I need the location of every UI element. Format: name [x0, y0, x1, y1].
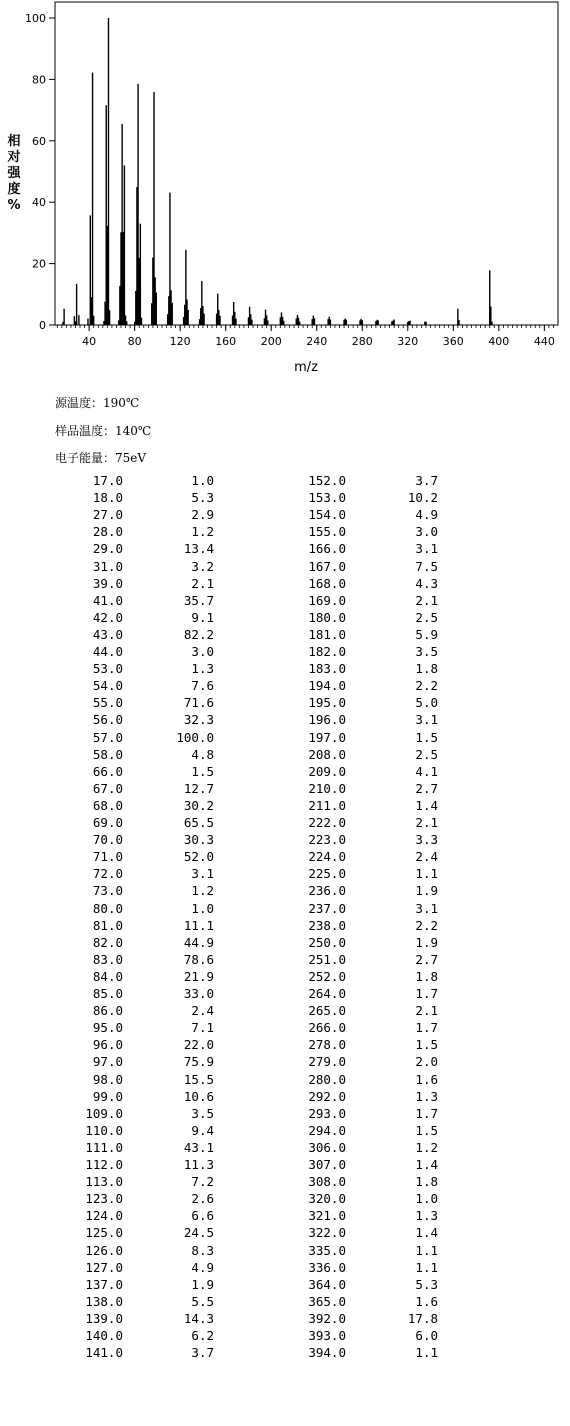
table-row	[0, 951, 570, 968]
intensity-value: 3.1	[415, 541, 438, 557]
intensity-value: 3.2	[191, 558, 214, 574]
intensity-value: 4.9	[191, 1259, 214, 1275]
intensity-value: 1.1	[415, 866, 438, 882]
intensity-value: 1.8	[415, 661, 438, 677]
table-row	[0, 746, 570, 763]
intensity-value: 82.2	[183, 626, 214, 642]
intensity-value: 3.1	[191, 866, 214, 882]
table-row	[0, 711, 570, 728]
mz-value: 71.0	[92, 849, 123, 865]
table-row	[0, 489, 570, 506]
intensity-value: 1.1	[415, 1345, 438, 1361]
mz-value: 152.0	[308, 473, 346, 488]
table-row	[0, 763, 570, 780]
intensity-value: 4.3	[415, 575, 438, 591]
intensity-value: 3.3	[415, 832, 438, 848]
mz-value: 155.0	[308, 524, 346, 540]
table-row	[0, 1002, 570, 1019]
mz-value: 27.0	[92, 507, 123, 523]
intensity-value: 1.2	[191, 883, 214, 899]
intensity-value: 13.4	[183, 541, 214, 557]
mz-value: 58.0	[92, 746, 123, 762]
intensity-value: 75.9	[183, 1054, 214, 1070]
mz-value: 141.0	[85, 1345, 123, 1361]
mz-value: 73.0	[92, 883, 123, 899]
table-row	[0, 506, 570, 523]
x-tick-label: 40	[82, 335, 97, 348]
table-row	[0, 1139, 570, 1156]
x-tick-label: 240	[306, 335, 328, 348]
mz-value: 83.0	[92, 951, 123, 967]
mz-value: 335.0	[308, 1242, 346, 1258]
mz-value: 57.0	[92, 729, 123, 745]
mz-value: 224.0	[308, 849, 346, 865]
intensity-value: 4.8	[191, 746, 214, 762]
intensity-value: 2.2	[415, 678, 438, 694]
sample-temp-value: 140℃	[115, 424, 152, 438]
table-row	[0, 1293, 570, 1310]
x-tick-label: 200	[260, 335, 282, 348]
intensity-value: 71.6	[183, 695, 214, 711]
mz-value: 112.0	[85, 1157, 123, 1172]
mz-value: 280.0	[308, 1071, 346, 1087]
mz-value: 293.0	[308, 1105, 346, 1121]
y-axis-ticks	[25, 12, 55, 332]
intensity-value: 2.4	[191, 1003, 214, 1019]
mz-value: 137.0	[85, 1276, 123, 1292]
intensity-value: 4.1	[415, 763, 438, 779]
intensity-value: 10.6	[183, 1088, 214, 1104]
intensity-value: 11.1	[183, 917, 214, 933]
table-row	[0, 934, 570, 951]
intensity-value: 1.3	[415, 1208, 438, 1224]
mz-value: 237.0	[308, 900, 346, 916]
mz-value: 54.0	[92, 678, 123, 694]
table-row	[0, 626, 570, 643]
intensity-value: 24.5	[183, 1225, 214, 1241]
intensity-value: 3.5	[191, 1105, 214, 1121]
table-row	[0, 558, 570, 575]
mz-value: 29.0	[92, 541, 123, 557]
table-row	[0, 1242, 570, 1259]
mz-value: 43.0	[92, 626, 123, 642]
intensity-value: 1.2	[415, 1139, 438, 1155]
intensity-value: 3.0	[191, 644, 214, 659]
intensity-value: 30.3	[183, 832, 214, 848]
mz-value: 81.0	[92, 917, 123, 933]
x-axis-ticks	[82, 325, 555, 348]
mz-value: 196.0	[308, 712, 346, 728]
mz-value: 124.0	[85, 1208, 123, 1224]
table-row	[0, 900, 570, 917]
y-axis-label-char: 相	[7, 134, 21, 149]
intensity-value: 9.1	[191, 609, 214, 625]
y-tick-label: 0	[39, 319, 46, 332]
table-row	[0, 968, 570, 985]
source-temperature	[55, 394, 139, 411]
mz-value: 278.0	[308, 1037, 346, 1053]
intensity-value: 9.4	[191, 1122, 214, 1138]
intensity-value: 1.6	[415, 1071, 438, 1087]
intensity-value: 15.5	[183, 1071, 214, 1087]
intensity-value: 44.9	[183, 934, 214, 950]
mz-value: 322.0	[308, 1225, 346, 1241]
mz-value: 264.0	[308, 986, 346, 1001]
intensity-value: 11.3	[183, 1157, 214, 1172]
y-axis-label-char: 度	[7, 182, 21, 197]
mz-value: 99.0	[92, 1088, 123, 1104]
intensity-value: 78.6	[183, 951, 214, 967]
intensity-value: 3.7	[191, 1345, 214, 1361]
table-row	[0, 1105, 570, 1122]
mz-value: 279.0	[308, 1054, 346, 1070]
intensity-value: 17.8	[407, 1310, 438, 1326]
table-row	[0, 677, 570, 694]
mz-value: 209.0	[308, 763, 346, 779]
intensity-value: 1.3	[415, 1088, 438, 1104]
intensity-value: 3.0	[415, 524, 438, 540]
x-tick-label: 440	[533, 335, 555, 348]
intensity-value: 1.8	[415, 1174, 438, 1190]
intensity-value: 1.9	[191, 1276, 214, 1292]
table-row	[0, 1190, 570, 1207]
intensity-value: 1.1	[415, 1242, 438, 1258]
intensity-value: 1.9	[415, 934, 438, 950]
mz-value: 140.0	[85, 1328, 123, 1343]
mz-value: 67.0	[92, 780, 123, 796]
mz-value: 392.0	[308, 1310, 346, 1326]
table-row	[0, 472, 570, 489]
intensity-value: 2.1	[415, 592, 438, 608]
y-tick-label: 60	[32, 134, 46, 148]
intensity-value: 1.0	[191, 900, 214, 916]
mz-value: 210.0	[308, 780, 346, 796]
electron-energy	[55, 449, 146, 466]
mz-value: 69.0	[92, 815, 123, 830]
intensity-value: 35.7	[183, 592, 214, 608]
intensity-value: 3.7	[415, 473, 438, 488]
mz-value: 28.0	[92, 524, 123, 540]
x-tick-label: 160	[215, 335, 237, 348]
intensity-value: 8.3	[191, 1242, 214, 1258]
y-axis-label	[6, 133, 21, 213]
mz-value: 197.0	[308, 729, 346, 745]
intensity-value: 3.5	[415, 644, 438, 659]
mz-value: 223.0	[308, 832, 346, 848]
mz-value: 365.0	[308, 1293, 346, 1309]
intensity-value: 5.9	[415, 626, 438, 642]
intensity-value: 100.0	[176, 729, 214, 745]
intensity-value: 1.0	[191, 473, 214, 488]
mz-value: 250.0	[308, 934, 346, 950]
intensity-value: 1.5	[415, 1122, 438, 1138]
intensity-value: 2.7	[415, 780, 438, 796]
table-row	[0, 1344, 570, 1361]
mz-value: 236.0	[308, 883, 346, 899]
mz-value: 98.0	[92, 1071, 123, 1087]
y-tick-label: 40	[32, 196, 46, 210]
table-row	[0, 1327, 570, 1344]
table-row	[0, 1310, 570, 1327]
x-tick-label: 400	[488, 335, 510, 348]
mz-value: 251.0	[308, 951, 346, 967]
intensity-value: 1.6	[415, 1293, 438, 1309]
intensity-value: 6.2	[191, 1328, 214, 1343]
table-row	[0, 865, 570, 882]
intensity-value: 1.5	[191, 763, 214, 779]
mz-value: 85.0	[92, 986, 123, 1001]
intensity-value: 5.5	[191, 1293, 214, 1309]
y-tick-label: 20	[32, 257, 46, 271]
table-row	[0, 1224, 570, 1241]
table-row	[0, 694, 570, 711]
intensity-value: 1.9	[415, 883, 438, 899]
table-row	[0, 814, 570, 831]
table-row	[0, 1156, 570, 1173]
mz-value: 139.0	[85, 1310, 123, 1326]
mz-value: 307.0	[308, 1157, 346, 1172]
intensity-value: 5.3	[415, 1276, 438, 1292]
mz-value: 84.0	[92, 968, 123, 984]
x-tick-label: 280	[351, 335, 373, 348]
mz-value: 53.0	[92, 661, 123, 677]
intensity-value: 7.6	[191, 678, 214, 694]
intensity-value: 12.7	[183, 780, 214, 796]
mz-value: 183.0	[308, 661, 346, 677]
mz-value: 86.0	[92, 1003, 123, 1019]
intensity-value: 7.2	[191, 1174, 214, 1190]
table-row	[0, 609, 570, 626]
mz-value: 166.0	[308, 541, 346, 557]
table-row	[0, 660, 570, 677]
intensity-value: 22.0	[183, 1037, 214, 1053]
mz-value: 393.0	[308, 1328, 346, 1343]
intensity-value: 43.1	[183, 1139, 214, 1155]
mz-value: 126.0	[85, 1242, 123, 1258]
intensity-value: 5.3	[191, 490, 214, 506]
mz-value: 182.0	[308, 644, 346, 659]
intensity-value: 52.0	[183, 849, 214, 865]
mz-value: 80.0	[92, 900, 123, 916]
table-row	[0, 1122, 570, 1139]
mz-value: 238.0	[308, 917, 346, 933]
sample-temp-label: 样品温度：	[55, 424, 116, 438]
intensity-value: 1.5	[415, 729, 438, 745]
table-row	[0, 831, 570, 848]
table-row	[0, 780, 570, 797]
table-row	[0, 1259, 570, 1276]
mz-value: 70.0	[92, 832, 123, 848]
mz-value: 111.0	[85, 1139, 123, 1155]
electron-energy-label: 电子能量：	[55, 451, 116, 465]
table-row	[0, 523, 570, 540]
table-row	[0, 917, 570, 934]
mz-value: 222.0	[308, 815, 346, 830]
mz-value: 320.0	[308, 1191, 346, 1207]
x-tick-label: 360	[442, 335, 464, 348]
mz-value: 17.0	[92, 473, 123, 488]
mass-spectrum-chart	[0, 0, 570, 380]
mz-value: 68.0	[92, 797, 123, 813]
mz-value: 154.0	[308, 507, 346, 523]
intensity-value: 10.2	[407, 490, 438, 506]
mz-value: 211.0	[308, 797, 346, 813]
electron-energy-value: 75eV	[115, 451, 147, 465]
intensity-value: 2.2	[415, 917, 438, 933]
mz-value: 225.0	[308, 866, 346, 882]
x-tick-label: 320	[397, 335, 419, 348]
mz-value: 167.0	[308, 558, 346, 574]
mz-value: 110.0	[85, 1122, 123, 1138]
mz-value: 125.0	[85, 1225, 123, 1241]
intensity-value: 2.9	[191, 507, 214, 523]
y-axis-label-char: 对	[7, 150, 21, 165]
mz-value: 252.0	[308, 968, 346, 984]
intensity-value: 33.0	[183, 986, 214, 1001]
table-row	[0, 592, 570, 609]
intensity-value: 1.8	[415, 968, 438, 984]
intensity-value: 2.0	[415, 1054, 438, 1070]
intensity-value: 2.4	[415, 849, 438, 865]
mz-value: 123.0	[85, 1191, 123, 1207]
intensity-value: 7.1	[191, 1020, 214, 1036]
intensity-value: 3.1	[415, 712, 438, 728]
mz-value: 195.0	[308, 695, 346, 711]
mz-value: 97.0	[92, 1054, 123, 1070]
mz-value: 181.0	[308, 626, 346, 642]
mz-value: 208.0	[308, 746, 346, 762]
mz-value: 44.0	[92, 644, 123, 659]
mz-value: 127.0	[85, 1259, 123, 1275]
x-tick-label: 120	[169, 335, 191, 348]
intensity-value: 1.2	[191, 524, 214, 540]
mz-value: 56.0	[92, 712, 123, 728]
intensity-value: 1.4	[415, 1225, 438, 1241]
y-tick-label: 80	[32, 73, 46, 87]
table-row	[0, 882, 570, 899]
mz-value: 82.0	[92, 934, 123, 950]
intensity-value: 6.0	[415, 1328, 438, 1343]
intensity-value: 1.4	[415, 1157, 438, 1172]
mz-value: 41.0	[92, 592, 123, 608]
mz-value: 39.0	[92, 575, 123, 591]
mz-value: 266.0	[308, 1020, 346, 1036]
mz-value: 294.0	[308, 1122, 346, 1138]
mz-value: 180.0	[308, 609, 346, 625]
table-row	[0, 1173, 570, 1190]
table-row	[0, 1053, 570, 1070]
plot-frame	[55, 2, 558, 325]
intensity-value: 2.6	[191, 1191, 214, 1207]
mz-value: 265.0	[308, 1003, 346, 1019]
y-tick-label: 100	[25, 12, 46, 25]
intensity-value: 5.0	[415, 695, 438, 711]
intensity-value: 1.7	[415, 986, 438, 1001]
y-axis-label-char: %	[7, 198, 21, 213]
table-row	[0, 985, 570, 1002]
intensity-value: 2.1	[415, 1003, 438, 1019]
intensity-value: 1.5	[415, 1037, 438, 1053]
intensity-value: 2.7	[415, 951, 438, 967]
x-axis-label: m/z	[294, 360, 318, 375]
intensity-value: 2.5	[415, 746, 438, 762]
mz-value: 72.0	[92, 866, 123, 882]
intensity-value: 30.2	[183, 797, 214, 813]
intensity-value: 1.7	[415, 1020, 438, 1036]
mz-value: 31.0	[92, 558, 123, 574]
mz-value: 394.0	[308, 1345, 346, 1361]
intensity-value: 65.5	[183, 815, 214, 830]
mz-value: 168.0	[308, 575, 346, 591]
intensity-value: 32.3	[183, 712, 214, 728]
source-temp-label: 源温度：	[55, 396, 104, 410]
mz-value: 308.0	[308, 1174, 346, 1190]
spectrum-peaks	[63, 18, 492, 325]
table-row	[0, 575, 570, 592]
table-row	[0, 1071, 570, 1088]
mz-value: 306.0	[308, 1139, 346, 1155]
intensity-value: 3.1	[415, 900, 438, 916]
sample-temperature	[55, 422, 151, 439]
table-row	[0, 1019, 570, 1036]
mz-value: 138.0	[85, 1293, 123, 1309]
intensity-value: 4.9	[415, 507, 438, 523]
table-row	[0, 643, 570, 660]
intensity-value: 1.7	[415, 1105, 438, 1121]
mz-value: 292.0	[308, 1088, 346, 1104]
table-row	[0, 797, 570, 814]
intensity-value: 1.4	[415, 797, 438, 813]
mz-value: 169.0	[308, 592, 346, 608]
source-temp-value: 190℃	[103, 396, 140, 410]
mz-value: 55.0	[92, 695, 123, 711]
mz-value: 109.0	[85, 1105, 123, 1121]
intensity-value: 1.1	[415, 1259, 438, 1275]
mz-value: 96.0	[92, 1037, 123, 1053]
intensity-value: 2.5	[415, 609, 438, 625]
mz-value: 336.0	[308, 1259, 346, 1275]
intensity-value: 6.6	[191, 1208, 214, 1224]
intensity-value: 14.3	[183, 1310, 214, 1326]
intensity-value: 2.1	[191, 575, 214, 591]
mz-value: 18.0	[92, 490, 123, 506]
x-tick-label: 80	[127, 335, 142, 348]
mz-value: 66.0	[92, 763, 123, 779]
mz-value: 42.0	[92, 609, 123, 625]
table-row	[0, 1276, 570, 1293]
table-row	[0, 848, 570, 865]
mz-value: 321.0	[308, 1208, 346, 1224]
mz-value: 194.0	[308, 678, 346, 694]
intensity-value: 7.5	[415, 558, 438, 574]
table-row	[0, 1207, 570, 1224]
table-row	[0, 1088, 570, 1105]
intensity-value: 21.9	[183, 968, 214, 984]
mz-value: 153.0	[308, 490, 346, 506]
table-row	[0, 1036, 570, 1053]
mz-value: 364.0	[308, 1276, 346, 1292]
intensity-value: 1.0	[415, 1191, 438, 1207]
table-row	[0, 729, 570, 746]
table-row	[0, 540, 570, 557]
intensity-value: 2.1	[415, 815, 438, 830]
mz-value: 95.0	[92, 1020, 123, 1036]
intensity-value: 1.3	[191, 661, 214, 677]
y-axis-label-char: 强	[7, 166, 21, 181]
mz-value: 113.0	[85, 1174, 123, 1190]
